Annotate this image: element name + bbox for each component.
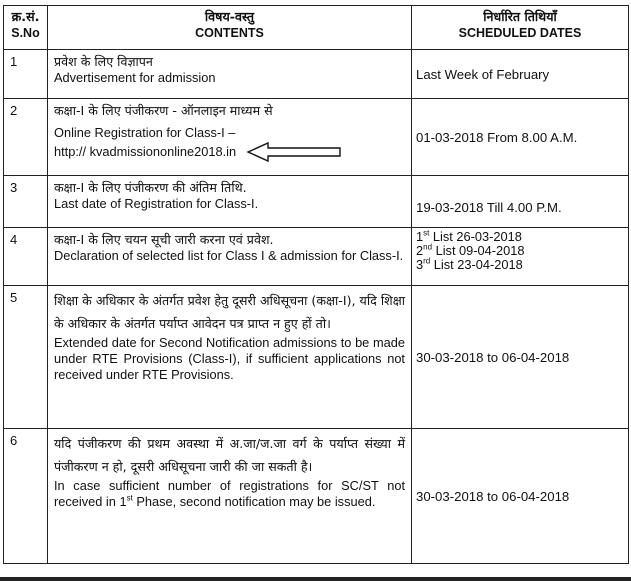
- row-number: 5: [4, 286, 48, 429]
- sno-header-hindi: क्र.सं.: [11, 9, 40, 24]
- contents-hindi: कक्षा-I के लिए पंजीकरण - ऑनलाइन माध्यम से: [54, 103, 273, 118]
- dates-header: [412, 6, 629, 50]
- contents-hindi: कक्षा-I के लिए चयन सूची जारी करना एवं प्रवेश.: [54, 232, 274, 247]
- row-number: 4: [4, 228, 48, 286]
- row-contents: [48, 99, 412, 176]
- contents-header-english: CONTENTS: [195, 26, 264, 40]
- table-row: [4, 50, 629, 99]
- scheduled-date: 30-03-2018 to 06-04-2018: [412, 286, 629, 429]
- registration-url[interactable]: http:// kvadmissiononline2018.in: [54, 144, 237, 159]
- table-row: [4, 99, 629, 176]
- schedule-table: [3, 5, 629, 564]
- row-number: 6: [4, 429, 48, 564]
- selection-lists: [412, 228, 629, 286]
- table-row: [4, 429, 629, 564]
- row-contents: [48, 176, 412, 228]
- list-item: 3rd List 23-04-2018: [416, 256, 523, 272]
- contents-hindi: शिक्षा के अधिकार के अंतर्गत प्रवेश हेतु दूसरी अधिसूचना (कक्षा-I), यदि शिक्षा के अधिकार के अंतर्गत पर्याप्त आवेदन पत्र प्राप्त न हुए हों तो।: [54, 293, 405, 331]
- row-contents: [48, 429, 412, 564]
- row-contents: [48, 228, 412, 286]
- table-row: [4, 176, 629, 228]
- contents-english: Advertisement for admission: [54, 70, 216, 85]
- row-number: 2: [4, 99, 48, 176]
- contents-header: [48, 6, 412, 50]
- row-number: 1: [4, 50, 48, 99]
- row-contents: [48, 286, 412, 429]
- row-contents: [48, 50, 412, 99]
- contents-english-line1: Online Registration for Class-I –: [54, 125, 236, 140]
- contents-hindi: यदि पंजीकरण की प्रथम अवस्था में अ.जा/ज.जा वर्ग के पर्याप्त संख्या में पंजीकरण न हो, दूसरी अधिसूचना जारी की जा सकती है।: [54, 436, 405, 474]
- scheduled-date: 01-03-2018 From 8.00 A.M.: [412, 99, 629, 176]
- table-row: [4, 286, 629, 429]
- url-line: [54, 141, 405, 163]
- contents-english: Declaration of selected list for Class I & admission for Class-I.: [54, 248, 404, 263]
- contents-english: Last date of Registration for Class-I.: [54, 196, 259, 211]
- contents-english: Extended date for Second Notification admissions to be made under RTE Provisions (Class-I), if sufficient applications not received under RTE Provisions.: [54, 335, 405, 382]
- scheduled-date: 19-03-2018 Till 4.00 P.M.: [412, 176, 629, 228]
- contents-hindi: कक्षा-I के लिए पंजीकरण की अंतिम तिथि.: [54, 180, 247, 195]
- sno-header-english: S.No: [11, 26, 40, 40]
- header-row: [4, 6, 629, 50]
- contents-english: In case sufficient number of registrations for SC/ST not received in 1st Phase, second notification may be issued.: [54, 478, 405, 509]
- contents-hindi: प्रवेश के लिए विज्ञापन: [54, 54, 153, 69]
- scheduled-date: 30-03-2018 to 06-04-2018: [412, 429, 629, 564]
- list-item: 1st List 26-03-2018: [416, 228, 522, 244]
- row-number: 3: [4, 176, 48, 228]
- contents-header-hindi: विषय-वस्तु: [204, 9, 255, 24]
- bottom-border-line: [0, 577, 631, 581]
- list-item: 2nd List 09-04-2018: [416, 242, 525, 258]
- left-arrow-icon: [246, 141, 342, 163]
- table-row: [4, 228, 629, 286]
- sno-header: [4, 6, 48, 50]
- dates-header-english: SCHEDULED DATES: [458, 26, 582, 40]
- scheduled-date: Last Week of February: [412, 50, 629, 99]
- dates-header-hindi: निर्धारित तिथियाँ: [483, 9, 557, 24]
